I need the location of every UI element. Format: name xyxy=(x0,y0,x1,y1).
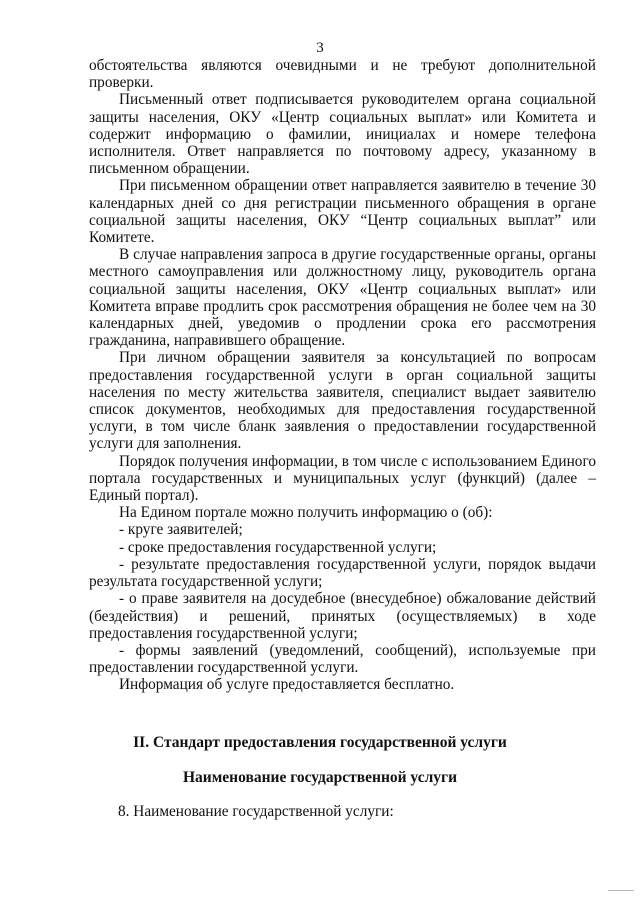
document-body xyxy=(89,57,596,694)
paragraph: В случае направления запроса в другие государственные органы, органы местного самоуправления или должностному лицу, руководитель органа социальной защиты населения, ОКУ «Центр социальных выплат» или Комитета вправе продлить срок рассмотрения обращения не более чем на 30 календарных дней, уведомив о продлении срока его рассмотрения гражданина, направившего обращение. xyxy=(89,246,596,350)
subsection-title: Наименование государственной услуги xyxy=(183,769,457,786)
page-number: 3 xyxy=(316,40,324,56)
paragraph: При письменном обращении ответ направляется заявителю в течение 30 календарных дней со дня регистрации письменного обращения в органе социальной защиты населения, ОКУ “Центр социальных выплат” или Комитете. xyxy=(89,177,596,247)
list-item: - формы заявлений (уведомлений, сообщений), используемые при предоставлении государственной услуги. xyxy=(89,641,596,677)
list-item: - круге заявителей; xyxy=(119,521,243,539)
list-item: - результате предоставления государственной услуги, порядок выдачи результата государственной услуги; xyxy=(89,555,596,591)
paragraph: При личном обращении заявителя за консультацией по вопросам предоставления государственной услуги в орган социальной защиты населения по месту жительства заявителя, специалист выдает заявителю список документов, необходимых для предоставления государственной услуги, в том числе бланк заявления о предоставлении государственной услуги для заполнения. xyxy=(89,349,596,453)
paragraph: обстоятельства являются очевидными и не требуют дополнительной проверки. xyxy=(89,57,596,92)
list-item: - о праве заявителя на досудебное (внесудебное) обжалование действий (бездействия) и решений, принятых (осуществляемых) в ходе предоставления государственной услуги; xyxy=(89,590,596,642)
paragraph: Информация об услуге предоставляется бесплатно. xyxy=(119,676,455,694)
item-8-heading: 8. Наименование государственной услуги: xyxy=(118,803,394,820)
paragraph: Порядок получения информации, в том числе с использованием Единого портала государственных и муниципальных услуг (функций) (далее – Единый портал). xyxy=(89,452,596,505)
section-title: II. Стандарт предоставления государственной услуги xyxy=(133,734,507,751)
paragraph: Письменный ответ подписывается руководителем органа социальной защиты населения, ОКУ «Центр социальных выплат» или Комитета и содержит информацию о фамилии, инициалах и номере телефона исполнителя. Ответ направляется по почтовому адресу, указанному в письменном обращении. xyxy=(89,91,596,178)
list-item: - сроке предоставления государственной услуги; xyxy=(119,538,437,556)
paragraph: На Едином портале можно получить информацию о (об): xyxy=(119,504,493,522)
corner-mark xyxy=(608,890,634,901)
